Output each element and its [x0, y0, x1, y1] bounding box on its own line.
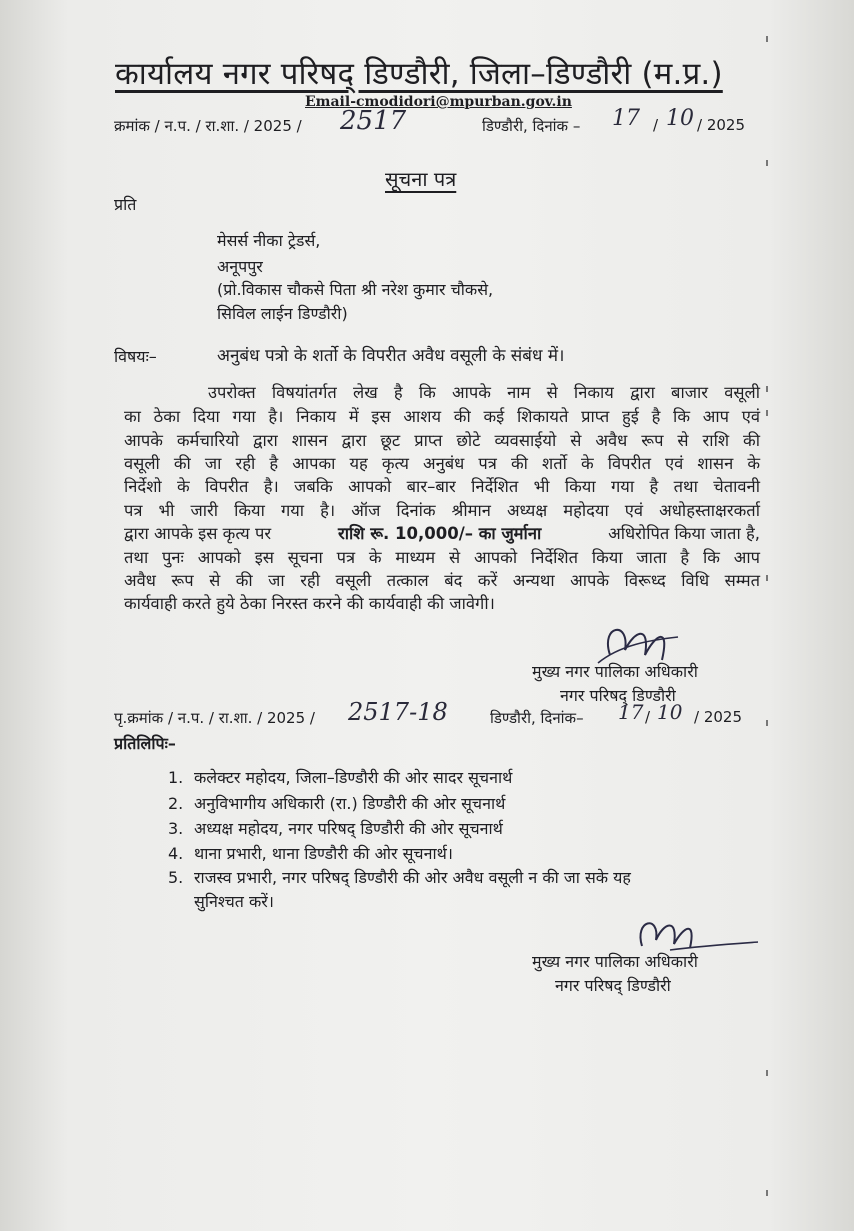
body-line: कार्यवाही करते हुये ठेका निरस्त करने की कार्यवाही की जावेगी।: [124, 594, 495, 613]
margin-mark: [766, 160, 768, 166]
endorsement-number-label: पृ.क्रमांक / न.प. / रा.शा. / 2025 /: [114, 709, 315, 727]
addressee-line: मेसर्स नीका ट्रेडर्स,: [217, 231, 321, 250]
copy-number: 1.: [168, 768, 184, 787]
reference-date-year: / 2025: [697, 116, 745, 134]
signature-title: मुख्य नगर पालिका अधिकारी: [532, 952, 698, 971]
copy-number: 2.: [168, 794, 184, 813]
subject-label: विषयः–: [114, 347, 157, 366]
endorsement-date-sep: /: [645, 708, 651, 726]
body-line: द्वारा आपके इस कृत्य पर: [124, 524, 272, 543]
penalty-rest: अधिरोपित किया जाता है,: [608, 524, 760, 543]
addressee-line: अनूपपुर: [217, 257, 263, 276]
reference-number-label: क्रमांक / न.प. / रा.शा. / 2025 /: [114, 117, 302, 135]
endorsement-place-date-label: डिण्डौरी, दिनांक–: [490, 709, 584, 727]
copy-text: अनुविभागीय अधिकारी (रा.) डिण्डौरी की ओर सूचनार्थ: [194, 794, 506, 813]
copy-item: [168, 866, 631, 888]
body-line: वसूली की जा रही है आपका यह कृत्य अनुबंध पत्र की शर्तो के विपरीत एवं शासन के: [124, 454, 760, 473]
copy-number: 5.: [168, 868, 184, 887]
copy-text: राजस्व प्रभारी, नगर परिषद् डिण्डौरी की ओर अवैध वसूली न की जा सके यह: [194, 868, 631, 887]
endorsement-date-month: 10: [657, 700, 683, 724]
endorsement-number-handwritten: 2517-18: [348, 698, 448, 726]
margin-mark: [766, 386, 768, 392]
reference-date-month: 10: [666, 106, 694, 131]
body-line: उपरोक्त विषयांतर्गत लेख है कि आपके नाम से निकाय द्वारा बाजार वसूली: [208, 383, 760, 402]
copy-text: सुनिश्चत करें।: [194, 892, 274, 911]
copy-item: [168, 890, 274, 912]
signature-title: मुख्य नगर पालिका अधिकारी: [532, 662, 698, 681]
document-title: सूचना पत्र: [385, 167, 457, 191]
penalty-line: [124, 521, 760, 544]
copy-number: 3.: [168, 819, 184, 838]
office-header: कार्यालय नगर परिषद् डिण्डौरी, जिला–डिण्डौरी (म.प्र.): [115, 56, 723, 92]
endorsement-date-day: 17: [618, 700, 644, 724]
penalty-amount: राशि रू. 10,000/– का जुर्माना: [337, 524, 542, 543]
body-line: का ठेका दिया गया है। निकाय में इस आशय की कई शिकायते प्राप्त हुई है कि आप एवं: [124, 407, 760, 426]
margin-mark: [766, 720, 768, 726]
endorsement-date-year: / 2025: [694, 708, 742, 726]
body-line: निर्देशो के विपरीत है। जबकि आपको बार–बार निर्देशित भी किया गया है तथा चेतावनी: [124, 477, 760, 496]
copy-text: कलेक्टर महोदय, जिला–डिण्डौरी की ओर सादर सूचनार्थ: [194, 768, 513, 787]
copy-item: [168, 817, 503, 839]
margin-mark: [766, 1070, 768, 1076]
body-line: आपके कर्मचारियो द्वारा शासन द्वारा छूट प्राप्त छोटे व्यवसाईयो से अवैध रूप से राशि की: [124, 431, 760, 450]
signature-office: नगर परिषद् डिण्डौरी: [555, 976, 671, 995]
margin-mark: [766, 36, 768, 42]
copy-text: थाना प्रभारी, थाना डिण्डौरी की ओर सूचनार्थ।: [194, 844, 453, 863]
reference-date-sep: /: [653, 116, 659, 134]
signature-office: नगर परिषद् डिण्डौरी: [560, 686, 676, 705]
reference-number-handwritten: 2517: [340, 106, 407, 136]
office-email: Email-cmodidori@mpurban.gov.in: [305, 94, 572, 110]
copy-item: [168, 766, 512, 788]
body-line: अवैध रूप से की जा रही वसूली तत्काल बंद करें अन्यथा आपके विरूध्द विधि सम्मत: [124, 571, 760, 590]
copy-label: प्रतिलिपिः–: [114, 734, 176, 753]
margin-mark: [766, 1190, 768, 1196]
body-line: तथा पुनः आपको इस सूचना पत्र के माध्यम से आपको निर्देशित किया जाता है कि आप: [124, 548, 760, 567]
reference-date-day: 17: [612, 106, 640, 131]
addressee-line: (प्रो.विकास चौकसे पिता श्री नरेश कुमार चौकसे,: [217, 280, 494, 299]
copy-text: अध्यक्ष महोदय, नगर परिषद् डिण्डौरी की ओर सूचनार्थ: [194, 819, 503, 838]
subject-text: अनुबंध पत्रो के शर्तो के विपरीत अवैध वसूली के संबंध में।: [217, 346, 565, 366]
body-line: पत्र भी जारी किया गया है। ऑज दिनांक श्रीमान अध्यक्ष महोदया एवं अधोहस्ताक्षरकर्ता: [124, 501, 760, 520]
copy-item: [168, 842, 453, 864]
margin-mark: [766, 575, 768, 581]
copy-number: 4.: [168, 844, 184, 863]
margin-mark: [766, 410, 768, 416]
addressee-line: सिविल लाईन डिण्डौरी): [217, 304, 348, 323]
copy-item: [168, 792, 505, 814]
reference-place-date-label: डिण्डौरी, दिनांक –: [482, 117, 581, 135]
to-label: प्रति: [114, 195, 137, 214]
